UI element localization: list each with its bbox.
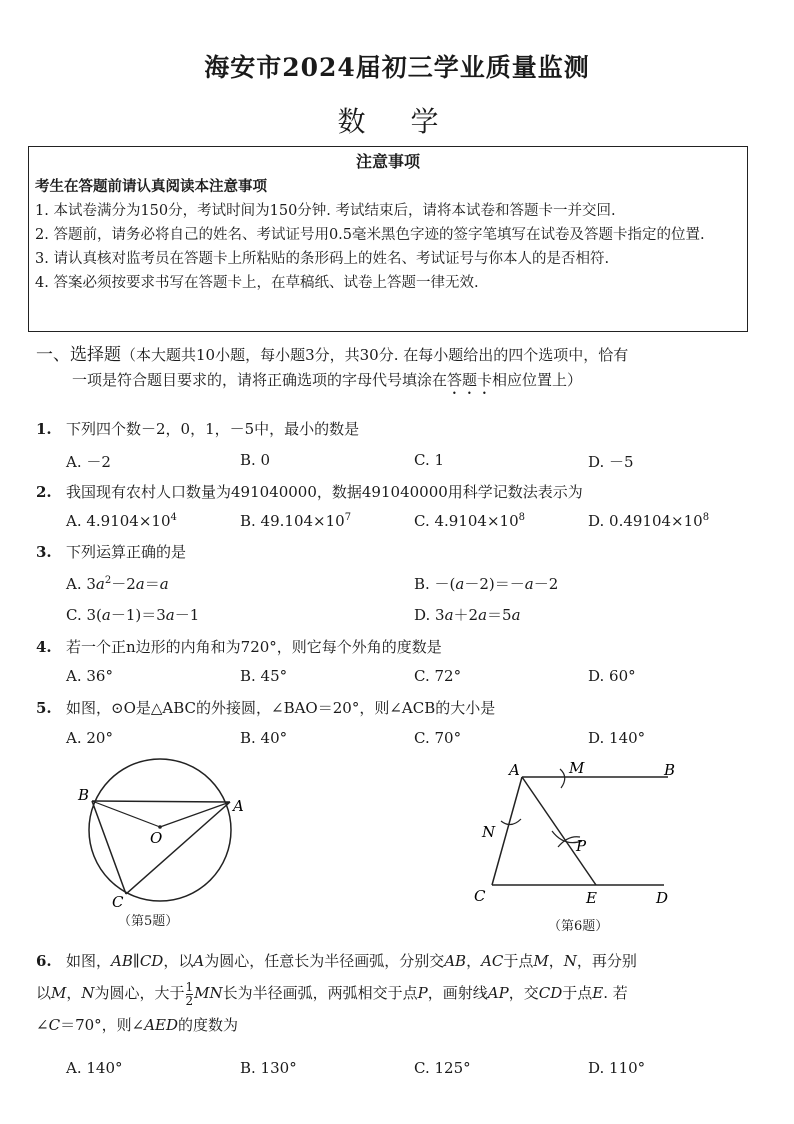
section-desc-emphasis: 答题卡: [447, 371, 493, 389]
segment-ba: [92, 801, 230, 802]
section-choice: [36, 343, 756, 398]
section-desc-1: （本大题共10小题，每小题3分，共30分. 在每小题给出的四个选项中，恰有: [121, 346, 629, 364]
option-b-text: B. 49.104×10: [240, 512, 345, 530]
notice-title: 注意事项: [355, 152, 420, 171]
label-p: P: [576, 837, 587, 855]
section-heading: 一、选择题: [36, 345, 121, 365]
question-number: 4.: [36, 638, 52, 656]
option-b: B. 45°: [240, 667, 288, 685]
section-desc-2c: 相应位置上）: [492, 371, 583, 389]
line-ac: [492, 777, 522, 885]
question-3: [36, 541, 756, 563]
figure-6-parallel-lines: [462, 755, 702, 915]
option-c: C. 72°: [414, 667, 462, 685]
option-a: A. 36°: [66, 667, 113, 685]
question-2-options: [66, 512, 756, 536]
question-number: 5.: [36, 699, 52, 717]
option-d: D. 110°: [588, 1059, 646, 1077]
figure-5-caption: （第5题）: [118, 914, 179, 929]
figure-5-circle: [70, 755, 270, 915]
segment-bo: [92, 801, 160, 827]
subject-title: 数 学: [337, 105, 457, 138]
notice-item-4: 4. 答案必须按要求书写在答题卡上，在草稿纸、试卷上答题一律无效.: [35, 275, 479, 291]
option-d: D. 140°: [588, 729, 646, 747]
label-m: M: [569, 759, 585, 777]
question-1: [36, 418, 756, 440]
option-d-text: D. 0.49104×10: [588, 512, 703, 530]
question-4: [36, 636, 756, 658]
label-b: B: [664, 761, 676, 779]
notice-item-3: 3. 请认真核对监考员在答题卡上所粘贴的条形码上的姓名、考试证号与你本人的是否相符.: [35, 251, 610, 267]
option-b: B. 0: [240, 451, 271, 469]
question-5: [36, 697, 756, 719]
question-stem: 我国现有农村人口数量为491040000，数据491040000用科学记数法表示为: [66, 483, 583, 501]
label-o: O: [150, 829, 163, 847]
question-3-options-row-2: [66, 604, 756, 628]
question-number: 3.: [36, 543, 52, 561]
question-stem: 如图，⊙O是△ABC的外接圆，∠BAO＝20°，则∠ACB的大小是: [66, 699, 496, 717]
option-d: D. －5: [588, 453, 634, 471]
notice-subtitle: 考生在答题前请认真阅读本注意事项: [35, 178, 267, 195]
arc-m: [560, 769, 565, 788]
label-c: C: [474, 887, 486, 905]
segment-ao: [160, 802, 230, 827]
option-c: [414, 512, 525, 530]
figure-6-caption: （第6题）: [548, 919, 609, 934]
question-6: 6. 如图，AB∥CD，以A为圆心，任意长为半径画弧，分别交AB，AC于点M，N，再分别 以M，N为圆心，大于 $\frac{1}{2}$ MN长为半径画弧，两弧相交于点P，画射线AP，交CD于点E. 若 ∠C＝70°，则∠AED的度数为: [36, 945, 756, 1041]
label-n: N: [482, 823, 496, 841]
option-b: [240, 512, 351, 530]
option-d: D. 60°: [588, 667, 636, 685]
option-b-exponent: 7: [344, 512, 352, 523]
option-a: A. 140°: [66, 1059, 123, 1077]
label-c: C: [112, 893, 124, 911]
option-c-exponent: 8: [518, 512, 525, 523]
question-5-options: [66, 729, 756, 753]
option-c: C. 70°: [414, 729, 462, 747]
label-d: D: [656, 889, 669, 907]
question-1-options: [66, 451, 756, 475]
question-6-options: [66, 1059, 756, 1083]
option-b: B. －(a－2)＝－a－2: [414, 575, 559, 593]
label-b: B: [78, 786, 90, 804]
option-b: B. 40°: [240, 729, 288, 747]
label-a: A: [509, 761, 520, 779]
ray-ap: [522, 777, 596, 885]
notice-item-2: 2. 答题前，请务必将自己的姓名、考试证号用0.5毫米黑色字迹的签字笔填写在试卷及答题卡指定的位置.: [35, 227, 705, 243]
page-title: 海安市2024届初三学业质量监测: [204, 53, 590, 82]
option-d: [588, 512, 709, 530]
option-b: B. 130°: [240, 1059, 297, 1077]
option-a: A. 20°: [66, 729, 113, 747]
option-d-exponent: 8: [702, 512, 710, 523]
option-a-text: A. 4.9104×10: [66, 512, 171, 530]
question-stem: 若一个正n边形的内角和为720°，则它每个外角的度数是: [66, 638, 442, 656]
option-a: [66, 512, 177, 530]
label-e: E: [586, 889, 597, 907]
question-stem: 下列四个数－2，0，1，－5中，最小的数是: [66, 420, 360, 438]
option-d: D. 3a＋2a＝5a: [414, 606, 521, 624]
question-3-options-row-1: [66, 573, 756, 597]
question-number: 2.: [36, 483, 52, 501]
notice-item-1: 1. 本试卷满分为150分，考试时间为150分钟. 考试结束后，请将本试卷和答题卡一并交回.: [35, 203, 616, 219]
question-2: [36, 481, 756, 503]
question-number: 6.: [36, 952, 52, 970]
section-desc-2a: 一项是符合题目要求的，请将正确选项的字母代号填涂在: [72, 371, 448, 389]
option-a-exponent: 4: [170, 512, 177, 523]
option-c-text: C. 4.9104×10: [414, 512, 519, 530]
option-c: C. 3(a－1)＝3a－1: [66, 606, 200, 624]
question-number: 1.: [36, 420, 52, 438]
question-4-options: [66, 667, 756, 691]
notice-box: [28, 146, 748, 332]
option-a: A. －2: [66, 453, 111, 471]
arc-n: [501, 819, 521, 825]
option-c: C. 1: [414, 451, 445, 469]
segment-ac: [126, 802, 230, 894]
option-c: C. 125°: [414, 1059, 471, 1077]
question-stem: 下列运算正确的是: [66, 543, 187, 561]
label-a: A: [233, 797, 244, 815]
option-a: A. $3a^2-2a=a$: [66, 575, 169, 593]
